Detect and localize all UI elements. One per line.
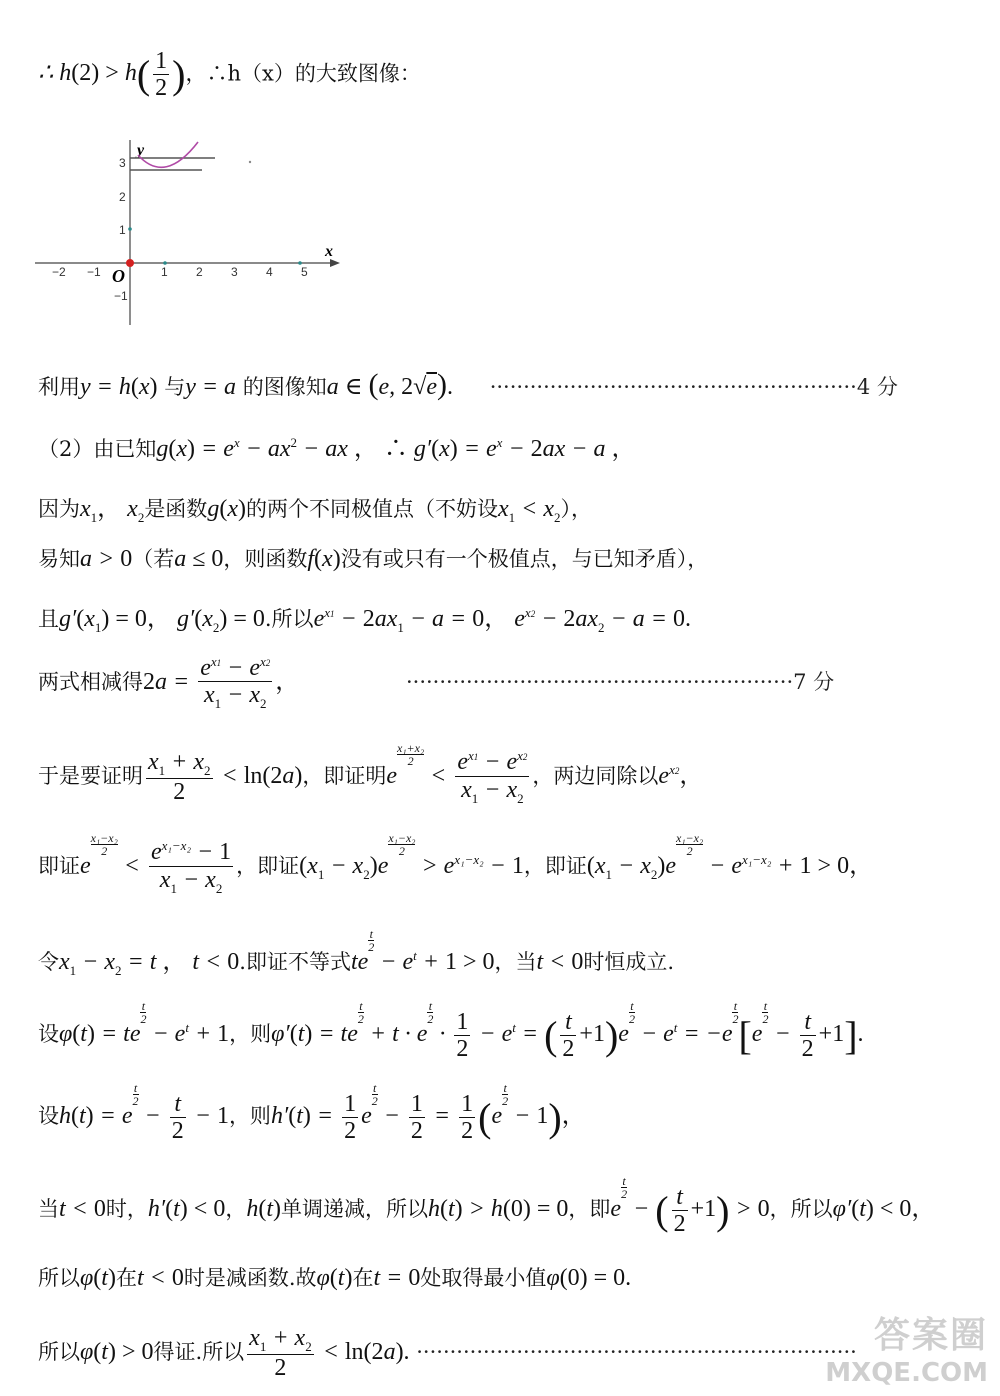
- line-4: [38, 488, 592, 526]
- math: t < 0: [136, 1265, 184, 1291]
- origin-label: O: [112, 266, 125, 286]
- math: f(x): [307, 546, 341, 572]
- x-tick-label: −1: [87, 265, 101, 279]
- text: 即证: [38, 854, 80, 878]
- text: 设: [38, 1022, 59, 1046]
- x-tick-label: −2: [52, 265, 66, 279]
- tick-dot: [128, 227, 132, 231]
- math: a ∈ (e, 2√e).: [326, 368, 453, 401]
- text: 易知: [38, 547, 80, 571]
- line-11: [38, 1000, 864, 1062]
- curve-h-x: [138, 142, 198, 167]
- text: 所以: [38, 1339, 80, 1364]
- text: 是函数: [144, 497, 208, 521]
- math: φ(t): [80, 1265, 116, 1291]
- math: e $\frac{\text{x₁+x₂}}{2}$ < $\frac{e^{x1} - e^{x2}}{x_1 - x_2}$: [386, 741, 528, 806]
- watermark-url: MXQE.COM: [825, 1358, 988, 1388]
- tick-dot: [298, 261, 302, 265]
- math: h′(t) = $\frac{1}{2}$ e $\frac{t}{2}$ − $\frac{1}{2}$ = $\frac{1}{2}$ (e $\frac{t}{2}$ − 1)，: [270, 1081, 586, 1144]
- text: ，则: [229, 1022, 272, 1046]
- text: 时恒成立.: [583, 950, 675, 974]
- text: 得证.所以: [153, 1339, 245, 1364]
- x-tick-label: 4: [266, 265, 273, 279]
- line-9: [38, 832, 873, 896]
- text: 与: [164, 375, 186, 399]
- line-10: [38, 928, 674, 979]
- math: t < 0: [536, 949, 584, 975]
- text: 的两个不同极值点（不妨设: [245, 497, 498, 521]
- text: ，即证: [236, 854, 300, 878]
- math: $g'(x_1) = 0$， $g'(x_2) = 0$: [59, 606, 265, 635]
- text-1: ，∴h（x）的大致图像：: [185, 61, 421, 86]
- math: φ(t) > 0: [80, 1338, 154, 1365]
- text: 所以: [38, 1266, 80, 1290]
- text: 的图像知: [242, 375, 327, 399]
- text: 设: [38, 1104, 59, 1128]
- x-axis-arrow: [330, 259, 340, 267]
- y-tick-label: −1: [114, 289, 128, 303]
- math: e $\frac{t}{2}$ − ( $\frac{t}{2}$ +1) > 0: [610, 1174, 770, 1237]
- text: 没有或只有一个极值点，与已知矛盾），: [340, 547, 709, 571]
- line-15: [38, 1325, 857, 1381]
- score-dots: ··································································: [416, 1339, 857, 1364]
- math: h(t): [246, 1196, 281, 1222]
- score-dots: ··························································7 分: [405, 669, 835, 694]
- math: $\frac{x_1 + x_2}{2}$ < ln(2a).: [249, 1325, 410, 1382]
- line-5: [38, 543, 708, 573]
- math: h(t) > h(0) = 0: [428, 1196, 569, 1222]
- score-dots: ·······················································4 分: [489, 375, 898, 399]
- text: ，即证明: [302, 764, 387, 788]
- text: .即证不等式: [239, 950, 351, 974]
- math-1: ∴ h(2) > h( $\frac{1}{2}$ ): [38, 48, 186, 102]
- x-tick-label: 5: [301, 265, 308, 279]
- text: ，即: [568, 1197, 611, 1221]
- text: ，则函数: [223, 547, 308, 571]
- text: ，所以: [769, 1197, 833, 1221]
- y-tick-label: 3: [119, 156, 126, 170]
- line-6: [38, 598, 691, 636]
- math: $g(x) = e^x - ax^2$ − ax ， ∴ $g'(x) = e^x - 2ax - a$ ，: [156, 435, 636, 462]
- math: h′(t) < 0: [147, 1196, 226, 1222]
- math: 2a = $\frac{e^{x1} - e^{x2}}{x_1 - x_2}$ ，: [143, 654, 300, 712]
- text: 两式相减得: [38, 669, 143, 694]
- math: $e^{x1} - 2ax_1 - a = 0$， $e^{x2} - 2ax_2 - a = 0$.: [313, 605, 691, 635]
- watermark-title: 答案圈: [873, 1315, 988, 1356]
- line-3: [38, 428, 636, 463]
- text: 在: [115, 1266, 137, 1290]
- text: 利用: [38, 375, 80, 399]
- math: $e^{x2}$，: [658, 762, 704, 789]
- x-tick-label: 3: [231, 265, 238, 279]
- math: t < 0: [59, 1196, 106, 1222]
- math: φ(t): [316, 1265, 353, 1291]
- text: ，即证: [523, 854, 587, 878]
- text: 时是减函数.故: [183, 1266, 317, 1290]
- tick-dot: [163, 261, 167, 265]
- math: t = 0: [373, 1265, 421, 1291]
- line-7: [38, 655, 834, 711]
- math: φ′(t) = te $\frac{t}{2}$ + t · e $\frac{t}{2}$ · $\frac{1}{2}$ − $e^t$ = ( $\frac{t}{2}$ +1)e $\frac{t}{2}$ − $e^t = -e$ $\frac{t}{2}$ [e $\frac{t}{2}$ − $\frac{t}{2}$ +1].: [271, 999, 864, 1062]
- math: y = a: [185, 374, 237, 400]
- math: φ′(t) < 0，: [832, 1196, 936, 1222]
- math: $\frac{x_1 + x_2}{2}$ < ln(2a): [148, 749, 303, 806]
- y-tick-label: 1: [119, 223, 126, 237]
- line-8: [38, 742, 703, 806]
- math: $(x_1 - x_2)e$ $\frac{\text{x₁−x₂}}{2}$ > $e^{x_1-x_2} - 1$: [299, 831, 524, 882]
- math: y = h(x): [80, 374, 158, 400]
- math: a > 0: [80, 546, 133, 572]
- math: $x_1$， $x_2$: [80, 496, 145, 525]
- line-1: [38, 48, 421, 102]
- y-tick-label: 2: [119, 190, 126, 204]
- text: 当: [38, 1197, 59, 1221]
- y-axis-label: y: [137, 142, 145, 159]
- text: 且: [38, 607, 59, 631]
- text: 在: [352, 1266, 374, 1290]
- math: h(t) = e $\frac{t}{2}$ − $\frac{t}{2}$ − 1: [59, 1081, 229, 1144]
- math: te $\frac{t}{2}$ − $e^t + 1 > 0$: [350, 927, 495, 975]
- math: $(x_1 - x_2)e$ $\frac{\text{x₁−x₂}}{2}$ − $e^{x_1-x_2} + 1 > 0$，: [586, 831, 874, 882]
- x-tick-label: 2: [196, 265, 203, 279]
- math: $x_1 - x_2 = t$ ， t < 0: [59, 949, 240, 978]
- stray-dot: [249, 161, 251, 163]
- math: $x_1 < x_2$: [497, 496, 561, 525]
- math: φ(0) = 0.: [546, 1265, 632, 1291]
- x-tick-label: 1: [161, 265, 168, 279]
- text: .所以: [264, 607, 314, 631]
- math: φ(t) = te $\frac{t}{2}$ − $e^t + 1$: [59, 999, 230, 1047]
- text: ，则: [228, 1104, 271, 1128]
- line-13: [38, 1175, 935, 1237]
- line-14: [38, 1262, 631, 1292]
- math: e $\frac{\text{x₁−x₂}}{2}$ < $\frac{e^{x_1-x_2} - 1}{x_1 - x_2}$: [80, 831, 232, 896]
- text: 单调递减，所以: [281, 1197, 428, 1221]
- text: （2）由已知: [38, 437, 157, 461]
- text: 令: [38, 950, 59, 974]
- text: 于是要证明: [38, 764, 143, 788]
- origin-dot: [126, 259, 134, 267]
- text: ，当: [494, 950, 537, 974]
- function-graph: [30, 130, 350, 330]
- text: ，: [225, 1197, 247, 1221]
- text: 时，: [105, 1197, 148, 1221]
- text: ），: [560, 497, 592, 521]
- text: （若: [132, 547, 175, 571]
- math: a ≤ 0: [174, 546, 224, 572]
- text: ，两边同除以: [532, 764, 659, 788]
- text: 因为: [38, 497, 80, 521]
- line-12: [38, 1082, 586, 1144]
- watermark-logo: [825, 1307, 988, 1388]
- math: g(x): [207, 496, 246, 522]
- x-axis-label: x: [325, 243, 333, 260]
- text: 处取得最小值: [420, 1266, 547, 1290]
- line-2: [38, 368, 898, 402]
